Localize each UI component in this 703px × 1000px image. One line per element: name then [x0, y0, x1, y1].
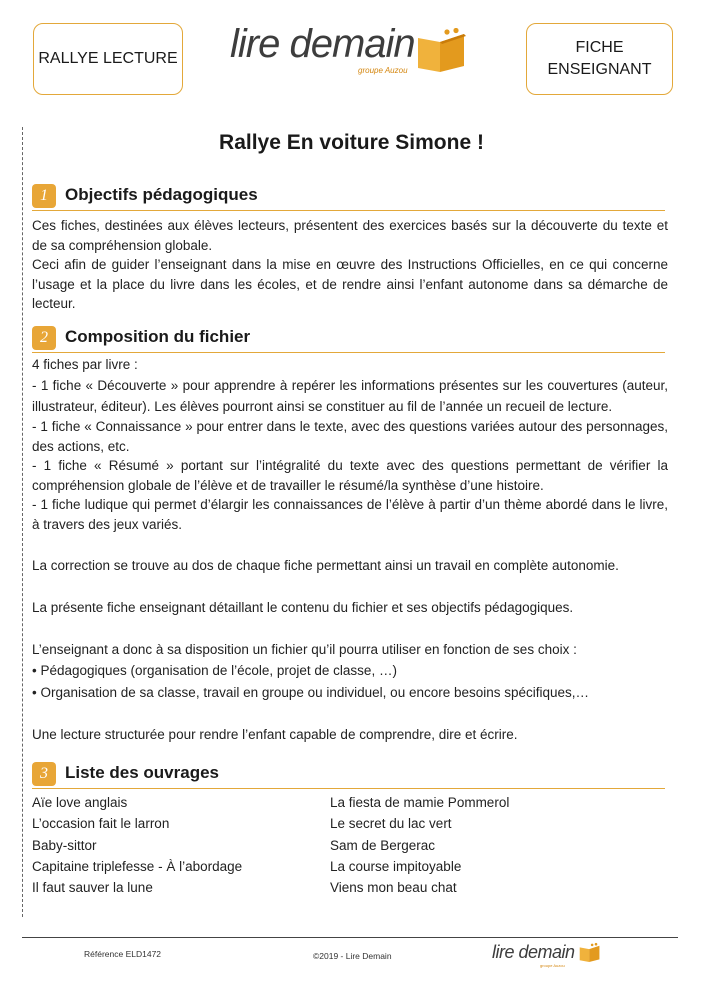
book-list-left [32, 792, 242, 898]
objectifs-paragraph-2: Ceci afin de guider l’enseignant dans la mise en œuvre des Instructions Officielles, en ce qui concerne l’usage et la place du livre dans les écoles, et de rendre ainsi l’enfant autonome dans sa démarche de lecteur. [32, 257, 668, 311]
margin-dashed-line [22, 127, 23, 917]
logo-subtitle: groupe Auzou [358, 66, 408, 75]
section-1-header [32, 184, 665, 211]
book-title: Viens mon beau chat [330, 880, 457, 896]
composition-intro: 4 fiches par livre : [32, 357, 138, 372]
book-icon [414, 28, 470, 74]
rallye-lecture-label: RALLYE LECTURE [38, 50, 178, 67]
bullet-organisation: • Organisation de sa classe, travail en groupe ou individuel, ou encore besoins spécifiques,… [32, 685, 590, 700]
book-title: Baby-sittor [32, 837, 97, 853]
footer-logo-text: lire demain [492, 942, 575, 962]
composition-item-decouverte: - 1 fiche « Découverte » pour apprendre à repérer les informations présentes sur les couvertures (auteur, illustrateur, éditeur). Les élèves pourront ainsi se constituer au fil de l’année un recueil de lecture. [32, 378, 668, 414]
section-3-heading: Liste des ouvrages [65, 763, 220, 782]
closing-text: Une lecture structurée pour rendre l’enfant capable de comprendre, dire et écrire. [32, 727, 518, 742]
footer-logo [492, 940, 612, 976]
composition-item-resume: - 1 fiche « Résumé » portant sur l’intégralité du texte avec des questions permettant de vérifier la compréhension globale de l’élève et de travailler le résumé/la synthèse d’une histoire. [32, 458, 668, 493]
fiche-label: FICHE [575, 39, 624, 56]
book-list-right [330, 792, 509, 898]
book-title: Sam de Bergerac [330, 837, 436, 853]
book-title: Il faut sauver la lune [32, 880, 153, 896]
objectifs-paragraph-1: Ces fiches, destinées aux élèves lecteurs, présentent des exercices basés sur la découverte du texte et de sa compréhension globale. [32, 218, 668, 253]
book-title: Aïe love anglais [32, 795, 128, 810]
enseignant-label: ENSEIGNANT [547, 61, 652, 78]
book-title: Capitaine triplefesse - À l’abordage [32, 858, 243, 874]
section-2-header [32, 326, 665, 353]
fiche-enseignant-box [526, 23, 673, 95]
footer-copyright: ©2019 - Lire Demain [313, 951, 392, 961]
book-title: La course impitoyable [330, 858, 462, 874]
footer-divider [22, 937, 678, 938]
footer-book-icon [578, 942, 602, 964]
bullet-pedagogiques: • Pédagogiques (organisation de l’école, projet de classe, …) [32, 663, 397, 678]
correction-text: La correction se trouve au dos de chaque fiche permettant ainsi un travail en complète autonomie. [32, 558, 619, 573]
composition-item-connaissance: - 1 fiche « Connaissance » pour entrer dans le texte, avec des questions variées autour des personnages, des actions, etc. [32, 419, 668, 454]
presente-fiche-text: La présente fiche enseignant détaillant le contenu du fichier et ses objectifs pédagogiques. [32, 600, 574, 615]
section-3-header [32, 762, 665, 789]
section-2-number: 2 [32, 326, 56, 350]
section-3-number: 3 [32, 762, 56, 786]
logo-text: lire demain [230, 22, 415, 66]
disposition-text: L’enseignant a donc à sa disposition un fichier qu’il pourra utiliser en fonction de ses choix : [32, 642, 577, 657]
book-title: La fiesta de mamie Pommerol [330, 795, 510, 810]
lire-demain-logo [230, 18, 480, 88]
section-1-number: 1 [32, 184, 56, 208]
book-title: L’occasion fait le larron [32, 816, 170, 832]
section-1-heading: Objectifs pédagogiques [65, 185, 258, 204]
composition-item-ludique: - 1 fiche ludique qui permet d’élargir les connaissances de l’élève à partir d’un thème abordé dans le livre, à travers des jeux variés. [32, 497, 668, 532]
footer-logo-subtitle: groupe Auzou [540, 963, 565, 968]
footer-reference: Référence ELD1472 [84, 949, 162, 959]
page-title: Rallye En voiture Simone ! [219, 131, 484, 154]
section-2-heading: Composition du fichier [65, 327, 251, 346]
book-title: Le secret du lac vert [330, 816, 452, 832]
rallye-lecture-box [33, 23, 183, 95]
